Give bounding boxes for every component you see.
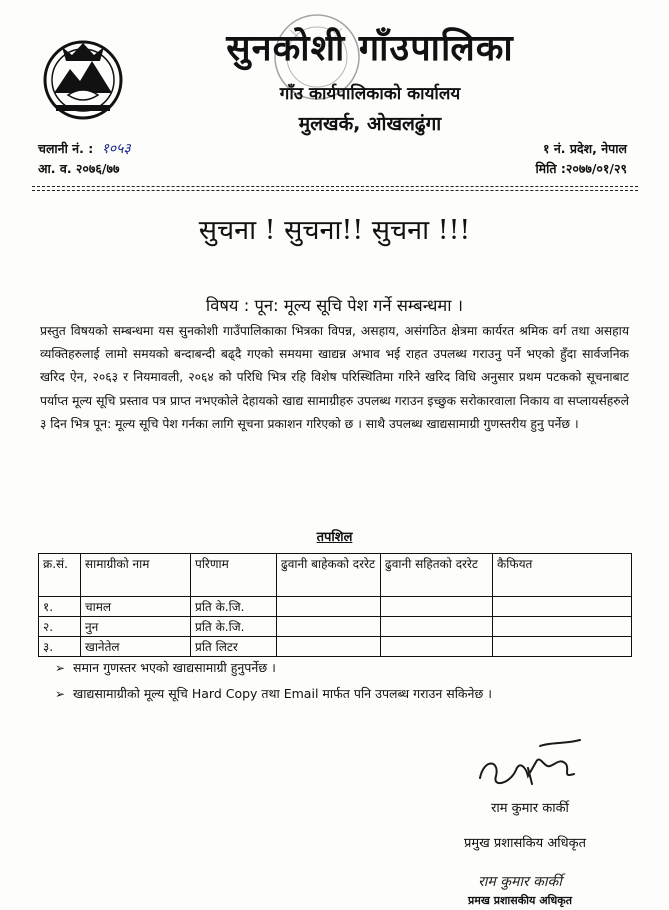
header-cell: कैफियत xyxy=(493,554,632,597)
header-cell: क्र.सं. xyxy=(39,554,81,597)
table-cell: प्रति के.जि. xyxy=(191,617,277,637)
list-item xyxy=(55,655,492,681)
reference-right xyxy=(535,139,627,179)
table-cell: चामल xyxy=(81,597,191,617)
note-text: समान गुणस्तर भएको खाद्यसामाग्री हुनुपर्नेछ । xyxy=(73,660,276,675)
list-item xyxy=(55,681,492,707)
office-name: गाँउ कार्यपालिकाको कार्यालय xyxy=(279,84,461,104)
table-cell xyxy=(493,597,632,617)
table-cell xyxy=(277,597,381,617)
table-cell xyxy=(277,617,381,637)
table-cell: नुन xyxy=(81,617,191,637)
notice-heading: सुचना ! सुचना!! सुचना !!! xyxy=(198,215,471,246)
table-cell xyxy=(381,637,493,657)
chalani-line xyxy=(38,139,131,159)
table-row xyxy=(39,597,632,617)
notice-body: प्रस्तुत विषयको सम्बन्धमा यस सुनकोशी गाउँपालिकाका भित्रका विपन्न, असहाय, असंगठित क्षेत्रमा कार्यरत श्रमिक वर्ग तथा असहाय व्यक्तिहरुलाई लामो समयको बन्दाबन्दी बढ्दै गएको समयमा खाद्यन्न अभाव भई राहत उपलब्ध गराउनु पर्ने भएको हुँदा सार्वजनिक खरिद ऐन, २०६३ र नियमावली, २०६४ को परिधि भित्र रहि विशेष परिस्थितिमा गरिने खरिद विधि अनुसार प्रथम पटकको सूचनाबाट पर्याप्त मूल्य सूचि प्रस्ताव पत्र प्राप्त नभएकोले देहायको खाद्य सामाग्रीहरु उपलब्ध गराउन इच्छुक सरोकारवाला निकाय वा सप्लायर्सहरुले ३ दिन भित्र पून: मूल्य सूचि पेश गर्नका लागि सूचना प्रकाशन गरिएको छ । साथै उपलब्ध खाद्यसामाग्री गुणस्तरीय हुनु पर्नेछ । xyxy=(40,324,629,431)
letter-date: मिति :२०७७/०१/२९ xyxy=(535,161,627,176)
subject-line: विषय : पून: मूल्य सूचि पेश गर्ने सम्बन्धमा । xyxy=(205,296,464,315)
table-cell: प्रति के.जि. xyxy=(191,597,277,617)
table-cell: २. xyxy=(39,617,81,637)
notes-list xyxy=(55,655,492,707)
table-cell: खानेतेल xyxy=(81,637,191,657)
table-header-row xyxy=(39,554,632,597)
arrow-bullet-icon: ➢ xyxy=(55,687,66,701)
handwritten-signature xyxy=(470,738,590,798)
fiscal-year: आ. व. २०७६/७७ xyxy=(38,161,120,176)
table-cell xyxy=(381,617,493,637)
province: १ नं. प्रदेश, नेपाल xyxy=(543,141,627,156)
header-divider xyxy=(32,186,638,187)
table-cell xyxy=(493,637,632,657)
table-cell: ३. xyxy=(39,637,81,657)
arrow-bullet-icon: ➢ xyxy=(55,661,66,675)
chalani-label: चलानी नं. : xyxy=(38,141,94,156)
table-row xyxy=(39,637,632,657)
table-cell: १. xyxy=(39,597,81,617)
table-cell xyxy=(493,617,632,637)
header-cell: सामाग्रीको नाम xyxy=(81,554,191,597)
header-cell: परिणाम xyxy=(191,554,277,597)
note-text: खाद्यसामाग्रीको मूल्य सूचि Hard Copy तथा Email मार्फत पनि उपलब्ध गराउन सकिनेछ । xyxy=(73,686,492,701)
table-cell xyxy=(381,597,493,617)
table-title: तपशिल xyxy=(316,530,353,545)
nepal-emblem-logo xyxy=(40,35,126,121)
reference-left xyxy=(38,139,131,179)
items-table xyxy=(38,553,632,657)
table-cell xyxy=(277,637,381,657)
header-cell: ढुवानी बाहेकको दररेट xyxy=(277,554,381,597)
table-cell: प्रति लिटर xyxy=(191,637,277,657)
stamp-name: राम कुमार कार्की xyxy=(478,874,562,890)
signer-name: राम कुमार कार्की xyxy=(491,801,569,816)
office-location: मुलखर्क, ओखलढुंगा xyxy=(298,113,442,135)
header-divider-second xyxy=(32,190,638,191)
chalani-number: १०५३ xyxy=(101,141,131,157)
stamp-title: प्रमख प्रशासकीय अधिकृत xyxy=(468,894,572,907)
table-row xyxy=(39,617,632,637)
header-cell: ढुवानी सहितको दररेट xyxy=(381,554,493,597)
municipality-title: सुनकोशी गाँउपालिका xyxy=(226,28,514,69)
signer-title: प्रमुख प्रशासकिय अधिकृत xyxy=(463,836,587,851)
